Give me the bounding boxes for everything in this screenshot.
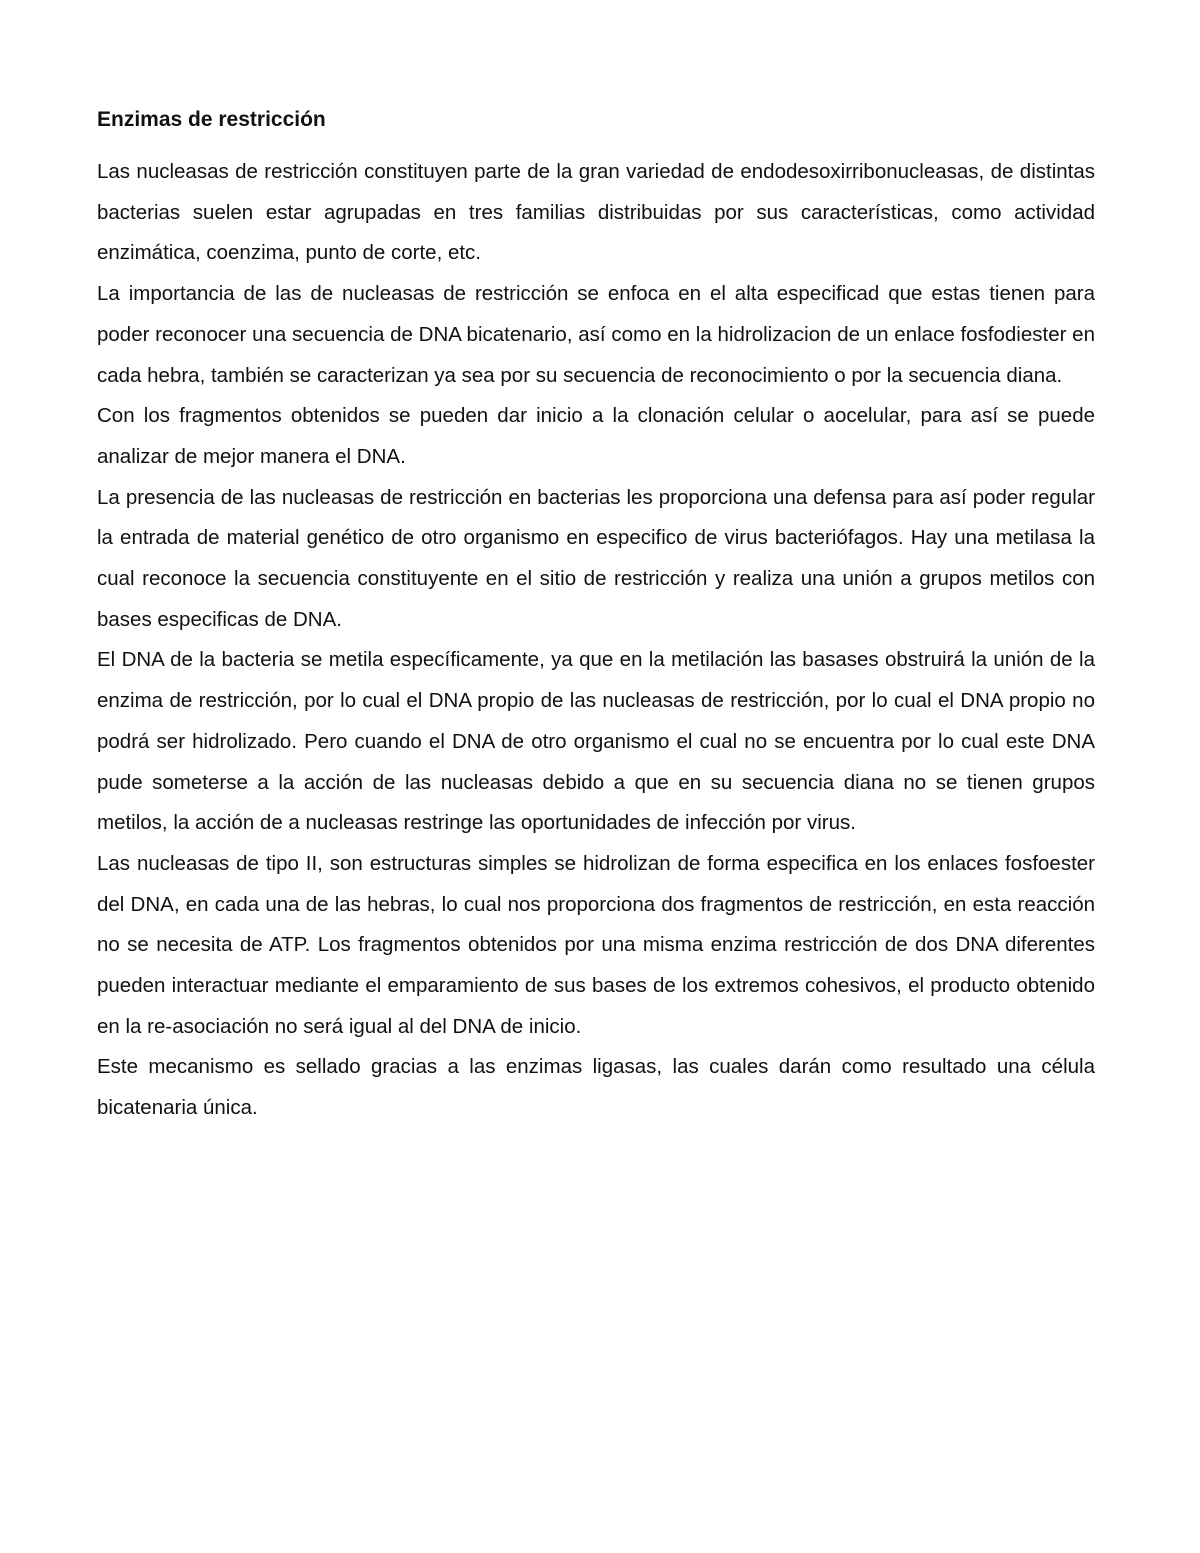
paragraph-7: Este mecanismo es sellado gracias a las enzimas ligasas, las cuales darán como resultado una célula bicatenaria única. <box>97 1055 1095 1120</box>
paragraph-5: El DNA de la bacteria se metila específicamente, ya que en la metilación las basases obstruirá la unión de la enzima de restricción, por lo cual el DNA propio de las nucleasas de restricción, por lo cual el DNA propio no podrá ser hidrolizado. Pero cuando el DNA de otro organismo el cual no se encuentra por lo cual este DNA pude someterse a la acción de las nucleasas debido a que en su secuencia diana no se tienen grupos metilos, la acción de a nucleasas restringe las oportunidades de infección por virus. <box>97 648 1095 835</box>
paragraph-6: Las nucleasas de tipo II, son estructuras simples se hidrolizan de forma especifica en los enlaces fosfoester del DNA, en cada una de las hebras, lo cual nos proporciona dos fragmentos de restricción, en esta reacción no se necesita de ATP. Los fragmentos obtenidos por una misma enzima restricción de dos DNA diferentes pueden interactuar mediante el emparamiento de sus bases de los extremos cohesivos, el producto obtenido en la re-asociación no será igual al del DNA de inicio. <box>97 851 1095 1038</box>
paragraph-4: La presencia de las nucleasas de restricción en bacterias les proporciona una defensa para así poder regular la entrada de material genético de otro organismo en especifico de virus bacteriófagos. Hay una metilasa la cual reconoce la secuencia constituyente en el sitio de restricción y realiza una unión a grupos metilos con bases especificas de DNA. <box>97 485 1095 631</box>
document-page <box>97 104 1095 1129</box>
paragraph-2: La importancia de las de nucleasas de restricción se enfoca en el alta especificad que estas tienen para poder reconocer una secuencia de DNA bicatenario, así como en la hidrolizacion de un enlace fosfodiester en cada hebra, también se caracterizan ya sea por su secuencia de reconocimiento o por la secuencia diana. <box>97 282 1095 387</box>
document-title: Enzimas de restricción <box>97 108 326 131</box>
paragraph-1: Las nucleasas de restricción constituyen parte de la gran variedad de endodesoxirribonucleasas, de distintas bacterias suelen estar agrupadas en tres familias distribuidas por sus características, como actividad enzimática, coenzima, punto de corte, etc. <box>97 160 1095 265</box>
paragraph-3: Con los fragmentos obtenidos se pueden dar inicio a la clonación celular o aocelular, para así se puede analizar de mejor manera el DNA. <box>97 404 1095 468</box>
